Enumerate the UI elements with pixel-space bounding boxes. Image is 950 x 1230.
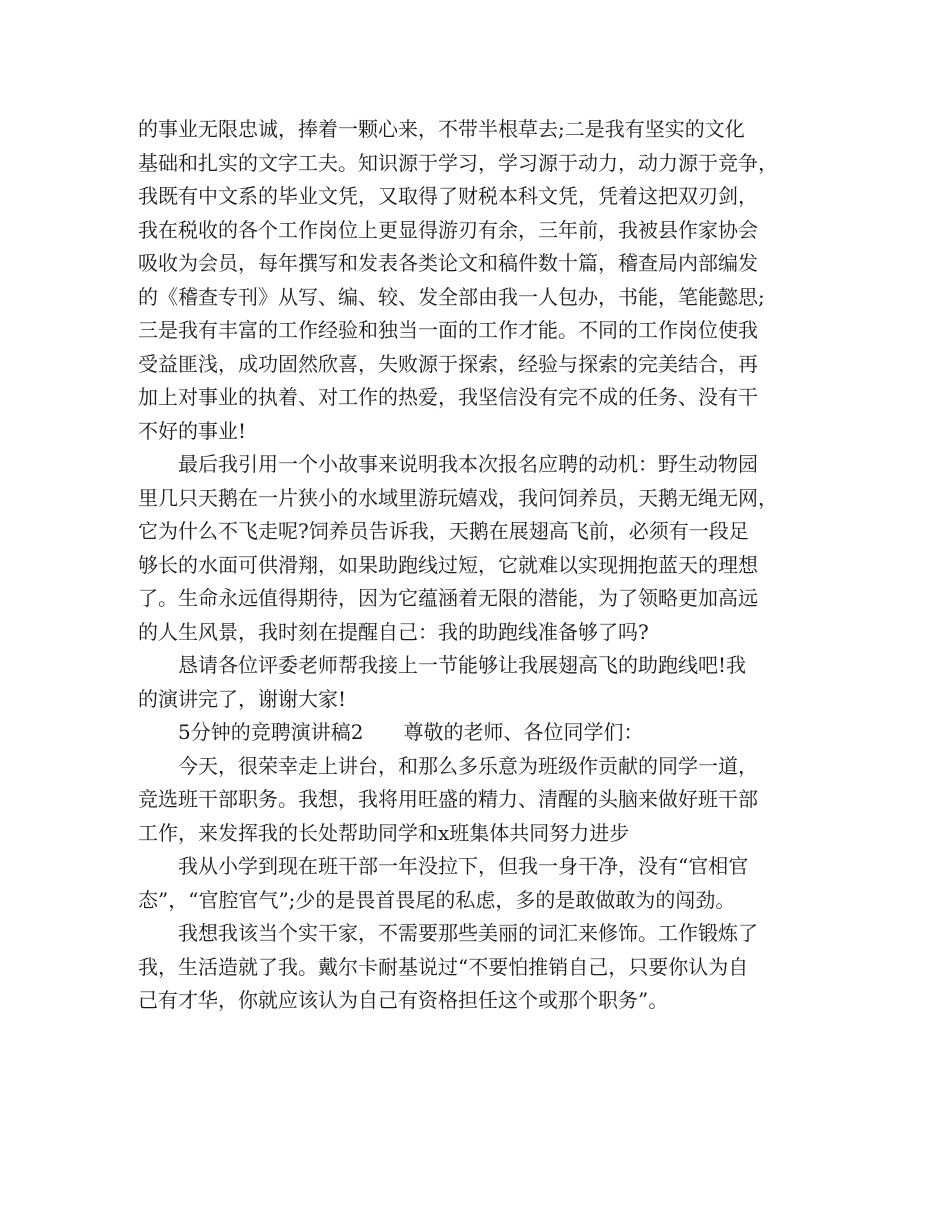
text-line: 的演讲完了，谢谢大家! — [138, 686, 347, 711]
text-line: 了。生命永远值得期待，因为它蕴涵着无限的潜能，为了领略更加高远 — [138, 586, 758, 610]
text-line: 最后我引用一个小故事来说明我本次报名应聘的动机：野生动物园 — [138, 452, 758, 476]
text-line: 我想我该当个实干家，不需要那些美丽的词汇来修饰。工作锻炼了 — [138, 921, 758, 945]
text-line: 我从小学到现在班干部一年没拉下，但我一身干净，没有“官相官 — [138, 854, 749, 878]
text-line: 态”，“官腔官气”;少的是畏首畏尾的私虑，多的是敢做敢为的闯劲。 — [138, 887, 736, 912]
text-line: 的事业无限忠诚，捧着一颗心来，不带半根草去;二是我有坚实的文化 — [138, 117, 745, 141]
text-line: 它为什么不飞走呢?饲养员告诉我，天鹅在展翅高飞前，必须有一段足 — [138, 519, 749, 543]
text-line: 我，生活造就了我。戴尔卡耐基说过“不要怕推销自己，只要你认为自 — [138, 954, 749, 979]
text-line: 里几只天鹅在一片狭小的水域里游玩嬉戏，我问饲养员，天鹅无绳无网， — [138, 485, 778, 510]
text-line: 的人生风景，我时刻在提醒自己：我的助跑线准备够了吗? — [138, 619, 649, 644]
text-line: 加上对事业的执着、对工作的热爱，我坚信没有完不成的任务、没有干 — [138, 385, 758, 409]
text-line: 基础和扎实的文字工夫。知识源于学习，学习源于动力，动力源于竞争， — [138, 150, 778, 175]
text-line: 不好的事业! — [138, 418, 247, 443]
text-line: 受益匪浅，成功固然欣喜，失败源于探索，经验与探索的完美结合，再 — [138, 351, 758, 376]
text-line: 三是我有丰富的工作经验和独当一面的工作才能。不同的工作岗位使我 — [138, 318, 758, 342]
text-line: 竞选班干部职务。我想，我将用旺盛的精力、清醒的头脑来做好班干部 — [138, 787, 758, 811]
text-line: 恳请各位评委老师帮我接上一节能够让我展翅高飞的助跑线吧!我 — [138, 653, 747, 677]
body-text — [138, 113, 838, 1018]
text-line: 吸收为会员，每年撰写和发表各类论文和稿件数十篇，稽查局内部编发 — [138, 251, 758, 275]
text-line: 己有才华，你就应该认为自己有资格担任这个或那个职务”。 — [138, 988, 669, 1012]
text-line: 我在税收的各个工作岗位上更显得游刃有余，三年前，我被县作家协会 — [138, 217, 758, 242]
text-line: 我既有中文系的毕业文凭，又取得了财税本科文凭，凭着这把双刃剑， — [138, 184, 758, 208]
text-line: 今天，很荣幸走上讲台，和那么多乐意为班级作贡献的同学一道， — [138, 753, 758, 778]
text-line: 够长的水面可供滑翔，如果助跑线过短，它就难以实现拥抱蓝天的理想 — [138, 552, 758, 577]
text-line: 工作，来发挥我的长处帮助同学和x班集体共同努力进步 — [138, 820, 630, 845]
text-line: 的《稽查专刊》从写、编、较、发全部由我一人包办，书能，笔能懿思; — [138, 284, 765, 309]
text-line: 5分钟的竞聘演讲稿2 尊敬的老师、各位同学们： — [138, 720, 644, 744]
